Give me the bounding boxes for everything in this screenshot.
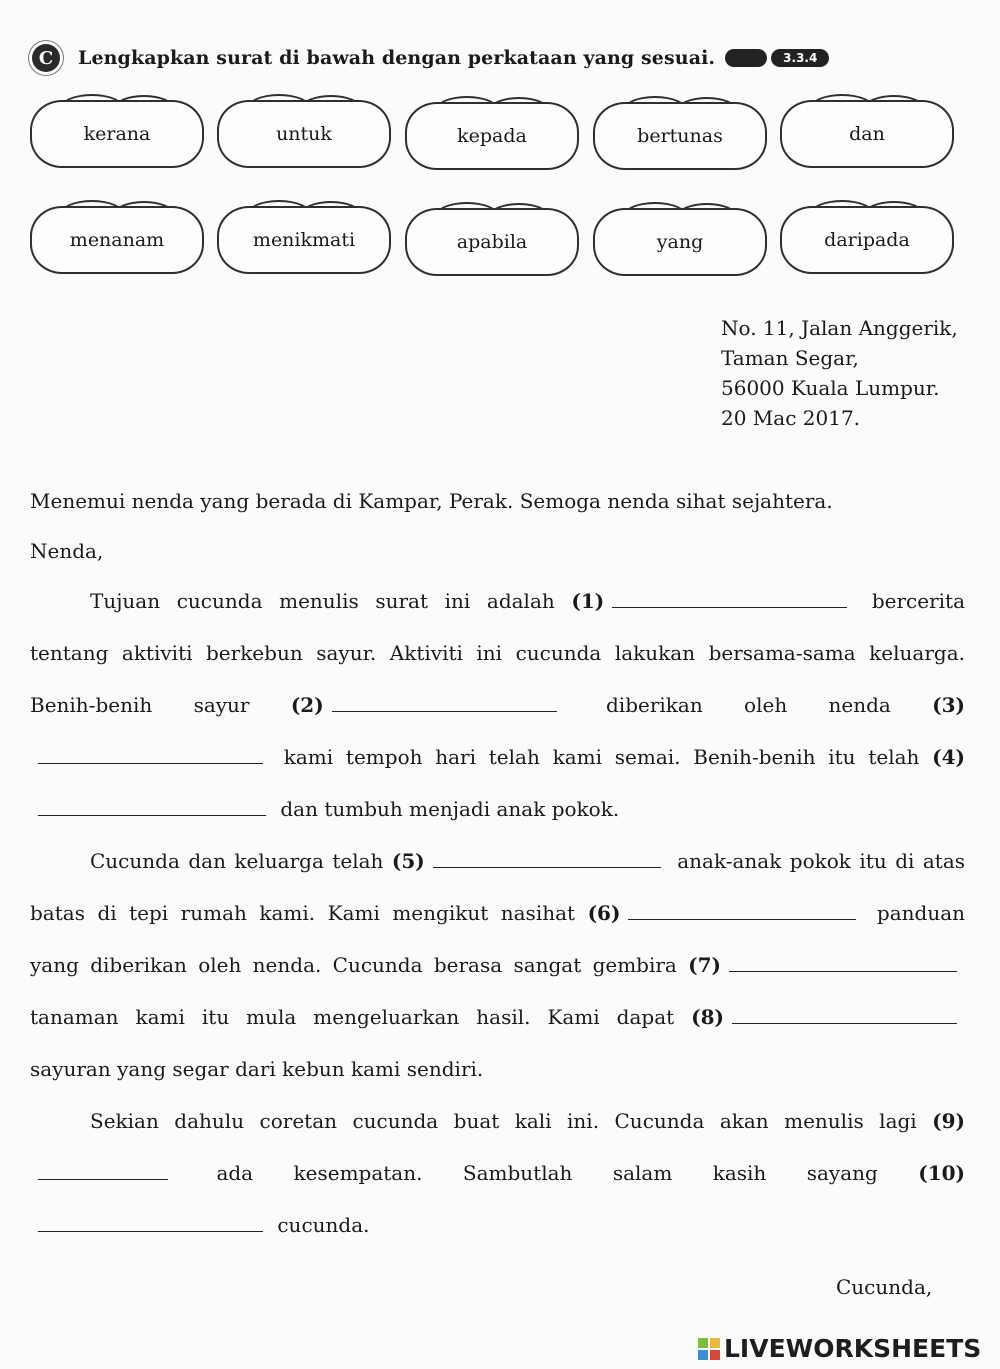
blank-label-8: (8) <box>691 1005 724 1029</box>
word-untuk[interactable]: untuk <box>217 100 391 168</box>
address-line-3: 56000 Kuala Lumpur. <box>721 376 940 400</box>
answer-blank-7[interactable] <box>729 951 957 972</box>
sender-address <box>721 313 958 433</box>
answer-blank-4[interactable] <box>38 795 266 816</box>
word-menanam[interactable]: menanam <box>30 206 204 274</box>
blank-label-9: (9) <box>932 1109 965 1133</box>
word-daripada[interactable]: daripada <box>780 206 954 274</box>
answer-blank-9[interactable] <box>38 1159 168 1180</box>
letter-date: 20 Mac 2017. <box>721 406 861 430</box>
p2-text-b: anak-anak pokok itu di atas batas di tepi rumah kami. Kami mengikut nasihat <box>30 849 966 925</box>
answer-blank-5[interactable] <box>433 847 661 868</box>
liveworksheets-logo <box>698 1334 981 1363</box>
watermark-text: LIVEWORKSHEETS <box>724 1334 982 1363</box>
blank-label-5: (5) <box>391 849 425 873</box>
answer-blank-6[interactable] <box>628 899 856 920</box>
blank-label-4: (4) <box>932 745 966 769</box>
word-bertunas[interactable]: bertunas <box>593 102 767 170</box>
address-line-1: No. 11, Jalan Anggerik, <box>721 316 958 340</box>
answer-blank-10[interactable] <box>38 1211 263 1232</box>
paragraph-2 <box>30 835 965 1095</box>
word-apabila[interactable]: apabila <box>405 208 579 276</box>
skill-tag: 3.3.4 <box>771 49 829 67</box>
paragraph-1 <box>30 575 965 835</box>
p2-text-e: sayuran yang segar dari kebun kami sendiri. <box>30 1057 484 1081</box>
blank-label-6: (6) <box>587 901 621 925</box>
p1-text-d: kami tempoh hari telah kami semai. Benih-benih itu telah <box>283 745 920 769</box>
tag-decoration <box>725 49 767 67</box>
answer-blank-8[interactable] <box>732 1003 957 1024</box>
exercise-header <box>32 44 829 72</box>
word-kepada[interactable]: kepada <box>405 102 579 170</box>
p1-text-e: dan tumbuh menjadi anak pokok. <box>280 797 620 821</box>
blank-label-1: (1) <box>571 589 605 613</box>
blank-label-7: (7) <box>688 953 722 977</box>
word-menikmati[interactable]: menikmati <box>217 206 391 274</box>
paragraph-3 <box>30 1095 965 1251</box>
word-dan[interactable]: dan <box>780 100 954 168</box>
letter-closing: Cucunda, <box>836 1275 933 1299</box>
letter-salutation: Nenda, <box>30 539 104 563</box>
blank-label-2: (2) <box>290 693 324 717</box>
p1-text-c: diberikan oleh nenda <box>606 693 891 717</box>
p1-text-a: Tujuan cucunda menulis surat ini adalah <box>90 589 555 613</box>
answer-blank-3[interactable] <box>38 743 263 764</box>
word-kerana[interactable]: kerana <box>30 100 204 168</box>
answer-blank-2[interactable] <box>332 691 557 712</box>
answer-blank-1[interactable] <box>612 587 847 608</box>
p3-text-a: Sekian dahulu coretan cucunda buat kali ini. Cucunda akan menulis lagi <box>90 1109 917 1133</box>
p1-text-b: bercerita tentang aktiviti berkebun sayur. Aktiviti ini cucunda lakukan bersama-sama keluarga. Benih-benih sayur <box>30 589 966 717</box>
p2-text-a: Cucunda dan keluarga telah <box>90 849 384 873</box>
letter-greeting: Menemui nenda yang berada di Kampar, Perak. Semoga nenda sihat sejahtera. <box>30 489 833 513</box>
section-badge: C <box>32 44 60 72</box>
blank-label-10: (10) <box>918 1161 966 1185</box>
instruction-text: Lengkapkan surat di bawah dengan perkataan yang sesuai. <box>78 47 716 69</box>
p3-text-c: cucunda. <box>277 1213 370 1237</box>
p2-text-c: panduan yang diberikan oleh nenda. Cucunda berasa sangat gembira <box>30 901 966 977</box>
p2-text-d: tanaman kami itu mula mengeluarkan hasil. Kami dapat <box>30 1005 675 1029</box>
p3-text-b: ada kesempatan. Sambutlah salam kasih sayang <box>216 1161 878 1185</box>
logo-icon <box>698 1338 720 1360</box>
word-yang[interactable]: yang <box>593 208 767 276</box>
address-line-2: Taman Segar, <box>721 346 859 370</box>
blank-label-3: (3) <box>932 693 966 717</box>
